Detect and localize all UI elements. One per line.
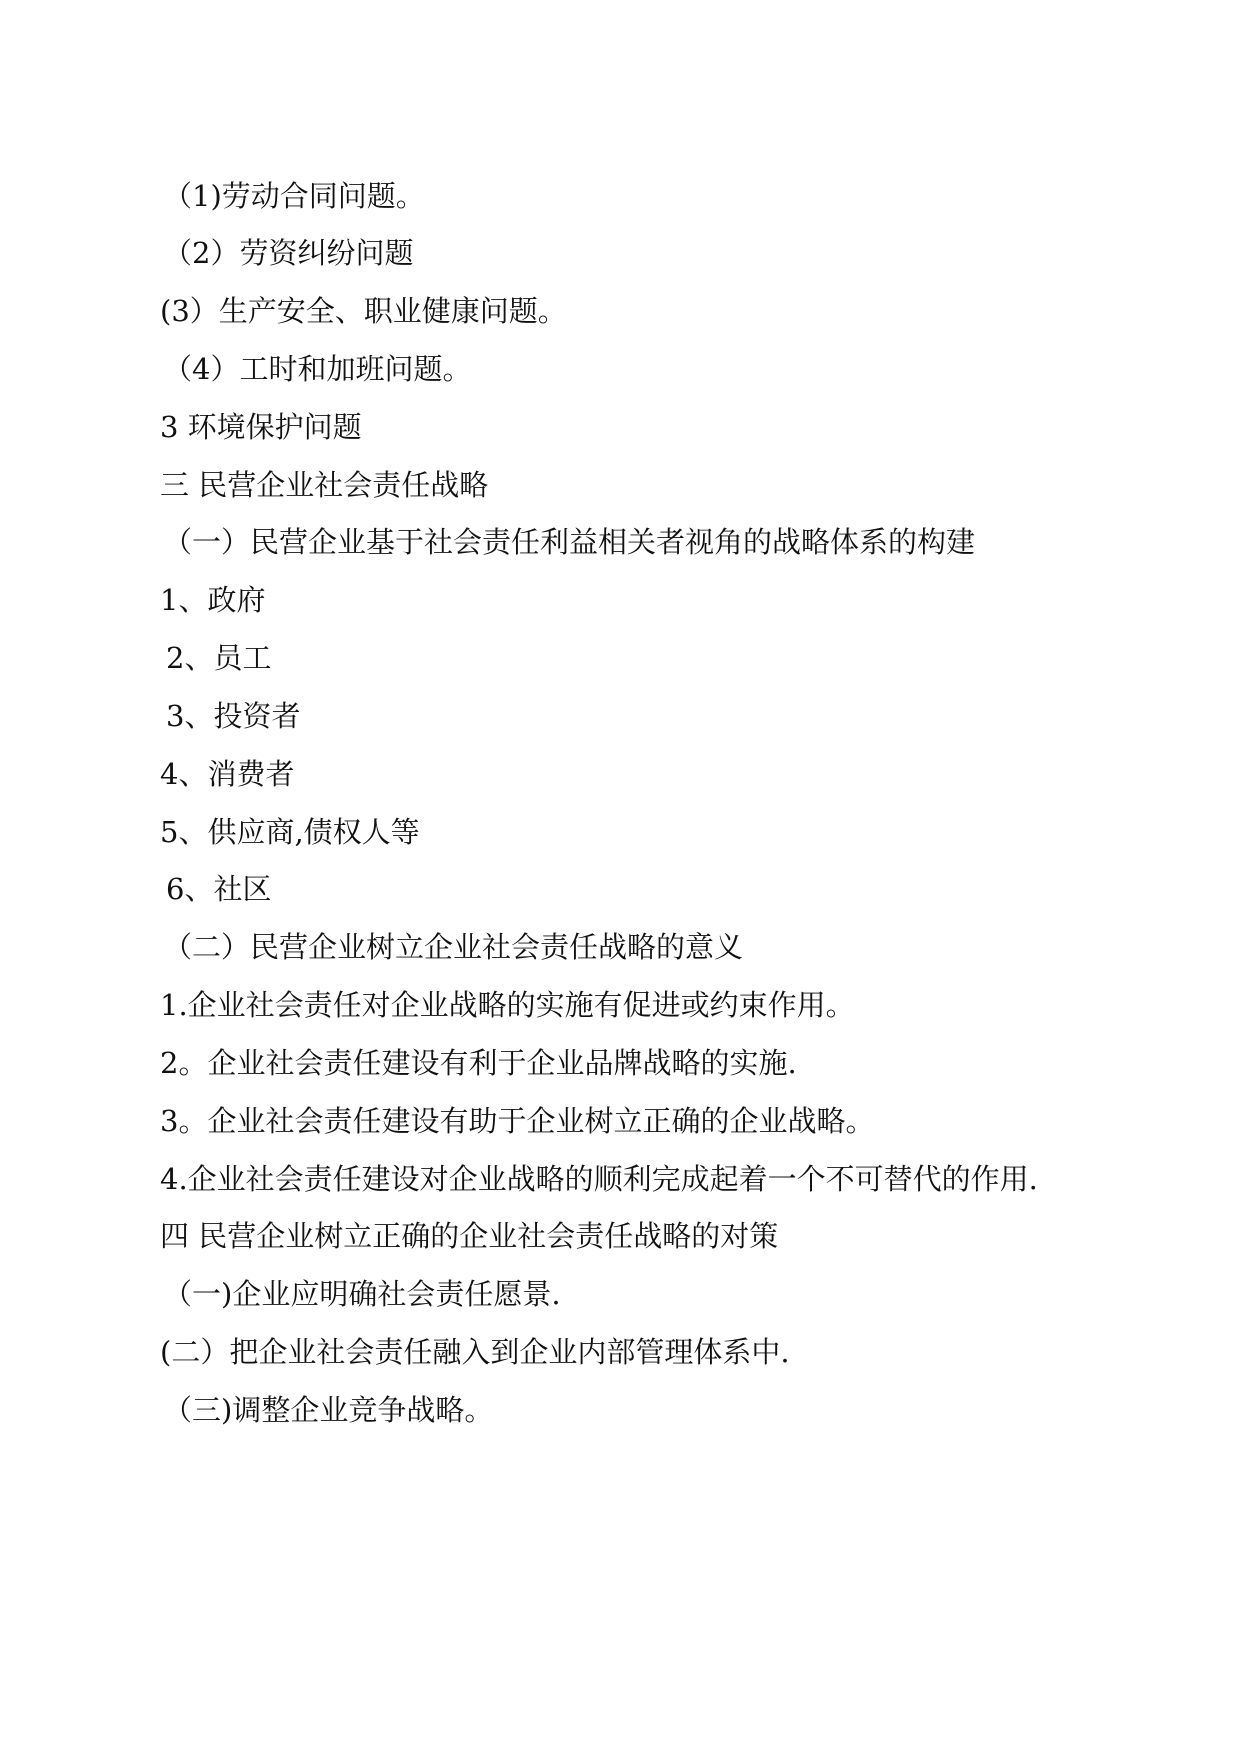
text-line-10: 3、投资者	[166, 699, 301, 733]
text-line-1: （1)劳动合同问题。	[163, 179, 425, 213]
text-line-15: 1.企业社会责任对企业战略的实施有促进或约束作用。	[160, 988, 855, 1022]
text-line-5: 3 环境保护问题	[160, 410, 362, 444]
text-line-13: 6、社区	[166, 872, 272, 906]
text-line-21: (二）把企业社会责任融入到企业内部管理体系中.	[160, 1335, 790, 1369]
text-line-16: 2。企业社会责任建设有利于企业品牌战略的实施.	[160, 1046, 797, 1080]
text-line-20: （一)企业应明确社会责任愿景.	[163, 1277, 561, 1311]
text-line-11: 4、消费者	[160, 757, 295, 791]
text-line-14: （二）民营企业树立企业社会责任战略的意义	[163, 930, 744, 964]
section-heading-3: 三 民营企业社会责任战略	[160, 468, 489, 502]
text-line-4: （4）工时和加班问题。	[163, 352, 472, 386]
section-heading-4: 四 民营企业树立正确的企业社会责任战略的对策	[160, 1219, 779, 1253]
text-line-3: (3）生产安全、职业健康问题。	[160, 294, 567, 328]
text-line-2: （2）劳资纠纷问题	[163, 236, 414, 270]
text-line-7: （一）民营企业基于社会责任利益相关者视角的战略体系的构建	[163, 525, 976, 559]
text-line-18: 4.企业社会责任建设对企业战略的顺利完成起着一个不可替代的作用.	[160, 1162, 1038, 1196]
text-line-8: 1、政府	[160, 583, 266, 617]
text-line-22: （三)调整企业竞争战略。	[163, 1393, 494, 1427]
text-line-9: 2、员工	[166, 641, 272, 675]
text-line-12: 5、供应商,债权人等	[160, 815, 420, 849]
text-line-17: 3。企业社会责任建设有助于企业树立正确的企业战略。	[160, 1104, 875, 1138]
